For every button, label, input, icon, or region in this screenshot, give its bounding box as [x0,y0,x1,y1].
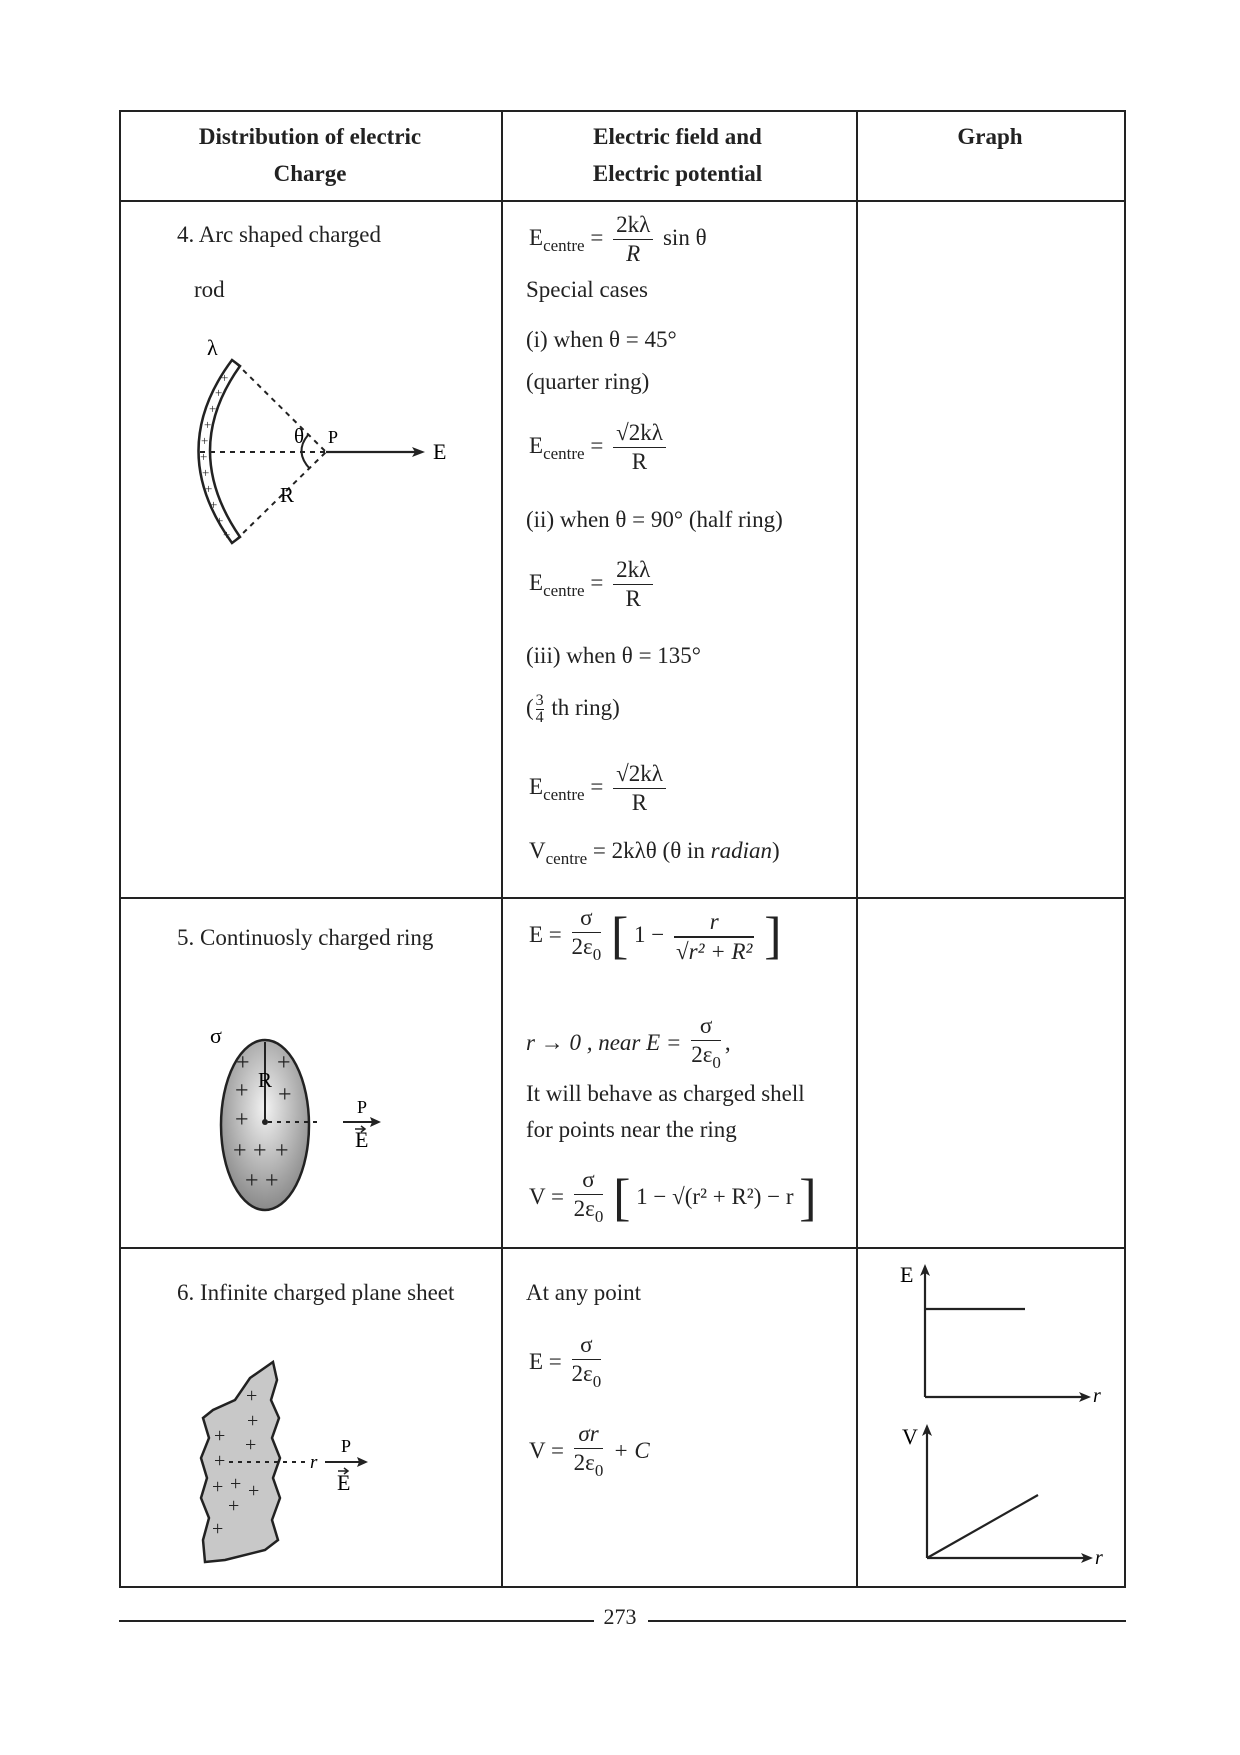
svg-text:+: + [212,1518,224,1540]
svg-text:+: + [275,1138,289,1164]
denominator: R [631,449,648,474]
ring-e-formula: E = $\frac{\sigma}{2\varepsilon_0}$ [ 1 − $\frac{r}{\text{√r² + R²}}$ ] [529,904,782,969]
subscript: 0 [594,1461,604,1480]
numerator: √2kλ [613,760,666,789]
case-3-formula: $E_{centre}$ = $\frac{√2k\lambda}{R}$ [529,760,670,817]
special-cases: Special cases [526,277,648,302]
svg-text:+: + [209,401,217,416]
arc-rod-figure [180,335,460,550]
e-symbol: E [529,569,544,595]
behave-line-1: It will behave as charged shell [526,1081,805,1106]
sheet-v-formula [529,1420,650,1485]
near-limit-formula: r → 0 , near E = $\frac{\sigma}{2\varepsilon_0}$ , [526,1012,731,1077]
graph-v-xlabel: r [1095,1547,1103,1569]
svg-text:+: + [210,497,218,512]
charged-ring-figure [205,1023,405,1215]
row-divider [121,1247,1124,1249]
e-centre-formula: $E_{centre}$ = $\frac{2k\lambda}{R}$ sin θ [529,212,707,266]
numerator: √2kλ [613,419,666,448]
field-e-label: E [355,1127,369,1152]
denominator: R [625,586,641,611]
graph-e-ylabel: E [900,1262,914,1287]
row-divider [121,200,1124,202]
radius-label: R [280,483,295,507]
denominator: R [631,790,648,815]
point-p-label: P [357,1097,368,1117]
page-number: 273 [603,1604,637,1629]
svg-text:+: + [212,1476,224,1498]
case-3-note: ( $\frac{3}{4}$ th ring) [526,692,620,726]
numerator: r [674,908,754,937]
svg-text:+: + [265,1168,279,1194]
case-3: (iii) when θ = 135° [526,643,701,668]
svg-text:+: + [200,449,208,464]
header-text: Distribution of electric [198,124,422,149]
sheet-e-formula [529,1331,605,1396]
fraction: $\frac{r}{\text{√r² + R²}}$ [676,908,753,964]
bracket-body: 1 − √(r² + R²) − r [636,1183,794,1209]
svg-text:+: + [235,1078,249,1104]
near-text: r → 0 , near E = [526,1029,682,1055]
case-2: (ii) when θ = 90° (half ring) [526,507,783,532]
row5-title: 5. Continuosly charged ring [177,925,434,950]
subscript: centre [543,443,585,463]
header-text: Charge [273,161,347,186]
svg-text:+: + [204,417,212,432]
fraction [613,760,666,817]
svg-text:+: + [235,1107,249,1133]
svg-text:+: + [201,433,209,448]
v-symbol: V = [529,1183,564,1209]
note-text: th ring) [551,694,620,720]
subscript: 0 [594,1207,604,1226]
plane-sheet-figure [195,1360,415,1565]
svg-text:+: + [245,1434,257,1456]
svg-text:+: + [246,1385,258,1407]
one-minus: 1 − [634,921,665,947]
denominator: R [626,241,641,266]
svg-text:+: + [215,385,223,400]
subscript: centre [543,784,585,804]
header-text: Electric field and [593,124,762,149]
e-symbol: E [529,773,544,799]
svg-text:+: + [277,1050,291,1076]
point-p-label: P [341,1436,352,1456]
numerator: σ [691,1012,721,1041]
behave-line-2: for points near the ring [526,1117,737,1142]
svg-text:+: + [216,513,224,528]
svg-text:+: + [214,1450,226,1472]
linear-v-line [927,1495,1038,1558]
e-symbol: E [529,432,544,458]
subscript: 0 [592,1372,602,1391]
svg-text:+: + [278,1082,292,1108]
formula-text: ) [771,838,780,863]
fraction [613,556,653,613]
denominator: 2ε [573,1450,595,1475]
sigma-label: σ [210,1023,222,1048]
denominator: 2ε [571,934,593,959]
e-vs-r-graph [895,1260,1115,1405]
header-text: Electric potential [592,161,763,186]
numerator: σ [574,1166,604,1195]
column-divider [501,112,503,1586]
svg-text:+: + [221,370,229,385]
svg-text:+: + [228,1495,240,1517]
fraction [574,1420,604,1485]
formula-tail: + C [613,1437,650,1463]
case-1-note: (quarter ring) [526,369,650,394]
fraction [691,1012,721,1077]
numerator: 2kλ [613,556,653,585]
svg-text:+: + [214,1425,226,1447]
numerator: σr [574,1420,604,1449]
subscript: centre [543,580,585,600]
header-distribution [121,118,499,192]
row6-title: 6. Infinite charged plane sheet [177,1280,455,1305]
case-2-formula: $E_{centre}$ = $\frac{2k\lambda}{R}$ [529,556,657,613]
svg-text:+: + [245,1168,259,1194]
subscript: 0 [712,1053,721,1072]
header-text: Graph [957,124,1023,149]
small-fraction [536,693,544,726]
header-graph [856,118,1124,155]
v-symbol: V = [529,1437,564,1463]
svg-text:+: + [253,1138,267,1164]
row4-title-cont: rod [194,277,225,302]
r-label: r [310,1452,318,1473]
header-field-potential [501,118,854,192]
graph-v-ylabel: V [902,1424,918,1449]
lambda-label: λ [207,335,218,360]
field-e-label: E [337,1470,351,1495]
field-e-label: E [433,439,447,464]
theta-label: θ [294,424,305,448]
sqrt-body: r² + R² [688,938,753,964]
row-divider [121,897,1124,899]
case-1: (i) when θ = 45° [526,327,677,352]
fraction [613,419,666,476]
numerator: 3 [535,692,544,709]
e-symbol: E = [529,921,562,947]
point-p-label: P [328,427,339,447]
subscript: centre [545,849,588,868]
column-divider [856,112,858,1586]
e-symbol: E = [529,1348,562,1374]
denominator: 2ε [573,1196,595,1221]
numerator: σ [572,1331,602,1360]
v-vs-r-graph [895,1420,1115,1569]
svg-text:+: + [248,1480,260,1502]
fraction [613,211,653,268]
e-symbol: E [529,224,544,250]
subscript: centre [543,235,585,255]
row4-title: 4. Arc shaped charged [177,222,381,247]
fraction [574,1166,604,1231]
svg-text:+: + [205,481,213,496]
fraction [572,1331,602,1396]
svg-text:+: + [223,527,231,542]
fraction [572,904,602,969]
radius-label: R [258,1068,273,1092]
numerator: 2kλ [613,211,653,240]
case-1-formula: $E_{centre}$ = $\frac{√2k\lambda}{R}$ [529,419,670,476]
denominator: 2ε [691,1042,713,1067]
formula-tail: sin θ [662,224,707,250]
v-symbol: V [529,838,546,863]
svg-text:+: + [233,1138,247,1164]
v-centre-formula [529,838,780,869]
subscript: 0 [592,945,602,964]
svg-text:+: + [230,1473,242,1495]
formula-italic: radian [710,838,772,863]
at-any-point: At any point [526,1280,641,1305]
graph-e-xlabel: r [1093,1385,1101,1407]
ring-v-formula: V = $\frac{\sigma}{2\varepsilon_0}$ [ 1 − √(r² + R²) − r ] [529,1166,817,1231]
svg-text:+: + [236,1050,250,1076]
denominator: 4 [535,709,544,726]
svg-text:+: + [247,1410,259,1432]
formula-text: = 2kλθ (θ in [592,838,711,863]
denominator: 2ε [571,1361,593,1386]
numerator: σ [572,904,602,933]
svg-text:+: + [202,465,210,480]
